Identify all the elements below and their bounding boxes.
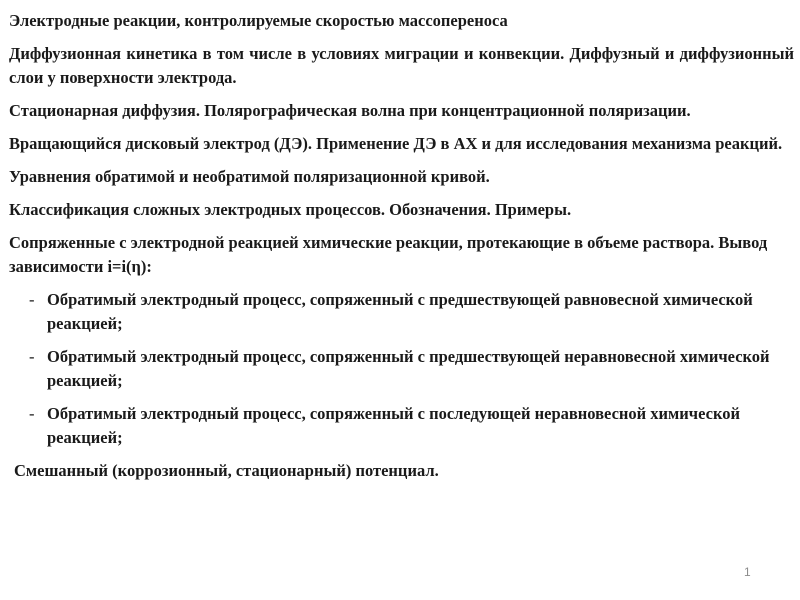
page-number: 1 (744, 565, 751, 579)
list-item (9, 402, 794, 450)
paragraph-mixed-potential: Смешанный (коррозионный, стационарный) потенциал. (14, 461, 439, 480)
paragraph-classification: Классификация сложных электродных процессов. Обозначения. Примеры. (9, 200, 572, 219)
list-item-text: Обратимый электродный процесс, сопряженный с предшествующей неравновесной химической реакцией; (47, 347, 770, 390)
slide-content (9, 9, 794, 492)
list-item (9, 345, 794, 393)
bullet-marker: - (29, 404, 35, 423)
list-item-text: Обратимый электродный процесс, сопряженный с предшествующей равновесной химической реакцией; (47, 290, 753, 333)
slide-heading: Электродные реакции, контролируемые скоростью массопереноса (9, 11, 508, 30)
list-item-text: Обратимый электродный процесс, сопряженный с последующей неравновесной химической реакцией; (47, 404, 740, 447)
paragraph-rotating-disk-electrode: Вращающийся дисковый электрод (ДЭ). Применение ДЭ в АХ и для исследования механизма реакций. (9, 134, 783, 153)
paragraph-diffusion-kinetics: Диффузионная кинетика в том числе в условиях миграции и конвекции. Диффузный и диффузионный слои у поверхности электрода. (9, 44, 794, 87)
paragraph-stationary-diffusion: Стационарная диффузия. Полярографическая волна при концентрационной поляризации. (9, 101, 691, 120)
paragraph-coupled-reactions: Сопряженные с электродной реакцией химические реакции, протекающие в объеме раствора. Вывод зависимости i=i(η): (9, 233, 768, 276)
list-item (9, 288, 794, 336)
paragraph-polarization-curve: Уравнения обратимой и необратимой поляризационной кривой. (9, 167, 490, 186)
bullet-marker: - (29, 347, 35, 366)
bullet-marker: - (29, 290, 35, 309)
